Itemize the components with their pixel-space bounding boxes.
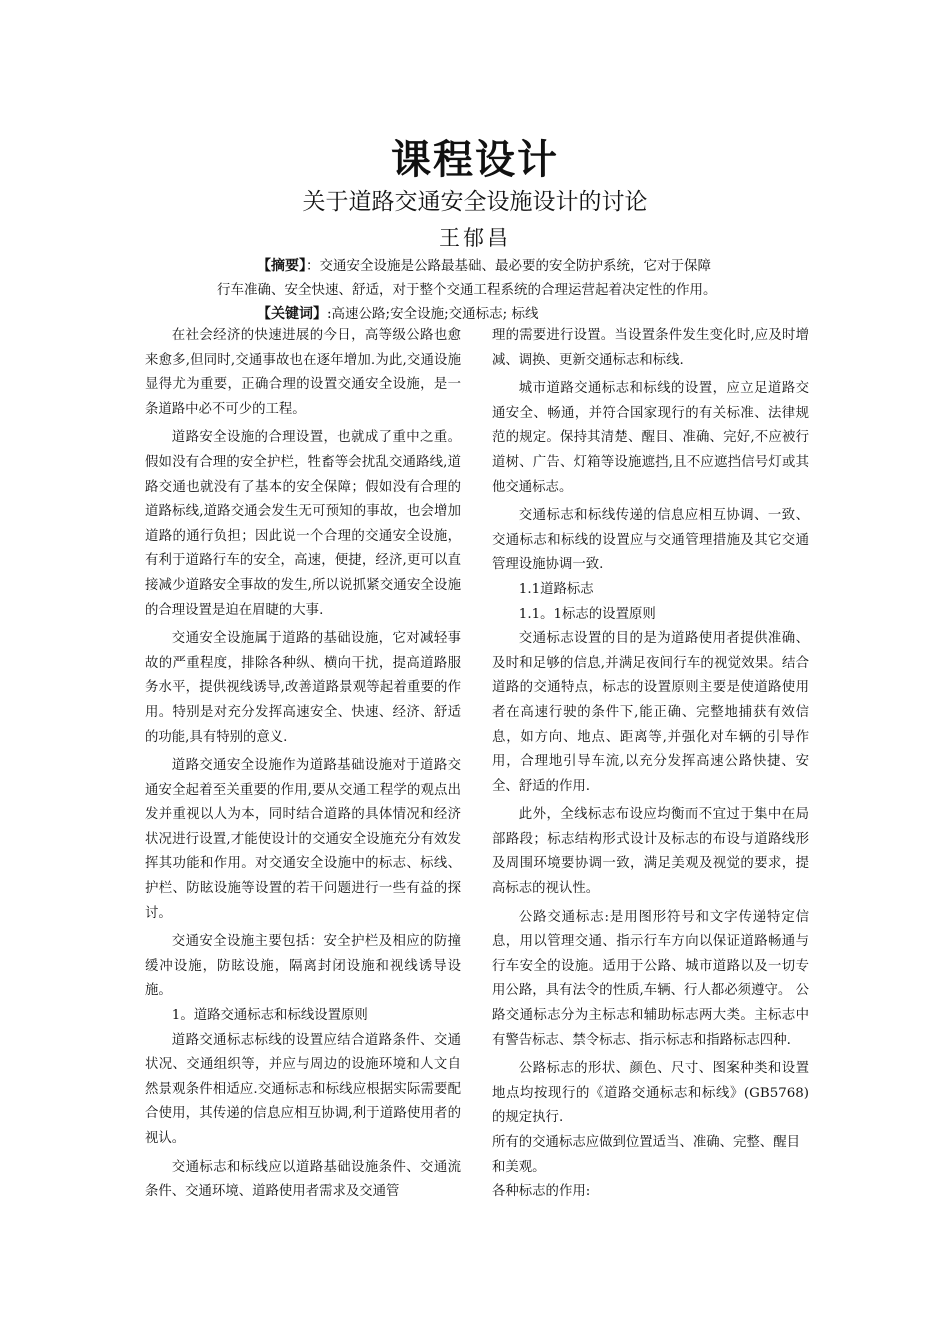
paragraph: 道路交通安全设施作为道路基础设施对于道路交通安全起着至关重要的作用,要从交通工程学的观点出发并重视以人为本，同时结合道路的具体情况和经济状况进行设置,才能使设计的交通安全设施充分有效发挥其功能和作用。对交通安全设施中的标志、标线、护栏、防眩设施等设置的若干问题进行一些有益的探讨。 — [145, 758, 461, 921]
paragraph: 道路交通标志标线的设置应结合道路条件、交通状况、交通组织等，并应与周边的设施环境和人文自然景观条件相适应.交通标志和标线应根据实际需要配合使用，其传递的信息应相互协调,利于道路使用者的视认。 — [145, 1032, 461, 1146]
section-heading: 1。道路交通标志和标线设置原则 — [171, 1008, 368, 1024]
paragraph: 城市道路交通标志和标线的设置，应立足道路交通安全、畅通，并符合国家现行的有关标准、法律规范的规定。保持其清楚、醒目、准确、完好,不应被行道树、广告、灯箱等设施遮挡,且不应遮挡信号灯或其他交通标志。 — [492, 381, 809, 495]
keywords-text: :高速公路;安全设施;交通标志; 标线 — [327, 306, 539, 322]
left-column — [145, 324, 461, 1205]
document-title: 课程设计 — [391, 137, 559, 183]
paragraph: 在社会经济的快速进展的今日，高等级公路也愈来愈多,但同时,交通事故也在逐年增加.为此,交通设施显得尤为重要，正确合理的设置交通安全设施，是一条道路中必不可少的工程。 — [145, 328, 461, 417]
paragraph: 各种标志的作用: — [492, 1184, 591, 1200]
paragraph: 所有的交通标志应做到位置适当、准确、完整、醒目和美观。 — [492, 1135, 800, 1175]
subsection-heading: 1.1。1标志的设置原则 — [518, 606, 656, 622]
paragraph: 交通标志和标线应以道路基础设施条件、交通流条件、交通环境、道路使用者需求及交通管 — [145, 1159, 461, 1200]
document-subtitle: 关于道路交通安全设施设计的讨论 — [302, 189, 648, 215]
paragraph: 公路交通标志:是用图形符号和文字传递特定信息，用以管理交通、指示行车方向以保证道路畅通与行车安全的设施。适用于公路、城市道路以及一切专用公路，具有法令的性质,车辆、行人都必须遵守。 公路交通标志分为主标志和辅助标志两大类。主标志中有警告标志、禁令标志、指示标志和指路标志四种. — [492, 909, 809, 1048]
paragraph: 理的需要进行设置。当设置条件发生变化时,应及时增减、调换、更新交通标志和标线. — [492, 328, 809, 368]
abstract-label: 【摘要】 — [257, 258, 306, 274]
abstract-text-1: ：交通安全设施是公路最基础、最必要的安全防护系统，它对于保障 — [306, 258, 711, 274]
abstract-line-1 — [257, 254, 711, 275]
keywords-label: 【关键词】 — [257, 306, 327, 322]
paragraph: 公路标志的形状、颜色、尺寸、图案种类和设置地点均按现行的《道路交通标志和标线》(GB5768)的规定执行. — [492, 1061, 809, 1126]
paragraph: 道路安全设施的合理设置，也就成了重中之重。假如没有合理的安全护栏，牲畜等会扰乱交通路线,道路交通也就没有了基本的安全保障；假如没有合理的道路标线,道路交通会发生无可预知的事故，也会增加道路的通行负担；因此说一个合理的交通安全设施，有利于道路行车的安全，高速，便捷，经济,更可以直接减少道路安全事故的发生,所以说抓紧交通安全设施的合理设置是迫在眉睫的大事. — [145, 430, 461, 618]
right-column — [492, 324, 809, 1205]
paragraph: 此外，全线标志布设应均衡而不宜过于集中在局部路段；标志结构形式设计及标志的布设与道路线形及周围环境要协调一致，满足美观及视觉的要求，提高标志的视认性。 — [492, 807, 809, 897]
paragraph: 交通安全设施主要包括：安全护栏及相应的防撞缓冲设施，防眩设施，隔离封闭设施和视线诱导设施。 — [145, 934, 461, 999]
author-name: 王郁昌 — [439, 226, 511, 250]
section-heading: 1.1道路标志 — [518, 581, 594, 597]
paragraph: 交通安全设施属于道路的基础设施，它对减轻事故的严重程度，排除各种纵、横向干扰，提高道路服务水平，提供视线诱导,改善道路景观等起着重要的作用。特别是对充分发挥高速安全、快速、经济、舒适的功能,具有特别的意义. — [145, 631, 461, 745]
keywords-line — [257, 302, 538, 323]
paragraph: 交通标志设置的目的是为道路使用者提供准确、及时和足够的信息,并满足夜间行车的视觉效果。结合道路的交通特点，标志的设置原则主要是使道路使用者在高速行驶的条件下,能正确、完整地捕获有效信息，如方向、地点、距离等,并强化对车辆的引导作用，合理地引导车流,以充分发挥高速公路快捷、安全、舒适的作用. — [492, 631, 809, 794]
abstract-line-2: 行车准确、安全快速、舒适，对于整个交通工程系统的合理运营起着决定性的作用。 — [217, 282, 717, 298]
paragraph: 交通标志和标线传递的信息应相互协调、一致、交通标志和标线的设置应与交通管理措施及其它交通管理设施协调一致. — [492, 508, 809, 573]
